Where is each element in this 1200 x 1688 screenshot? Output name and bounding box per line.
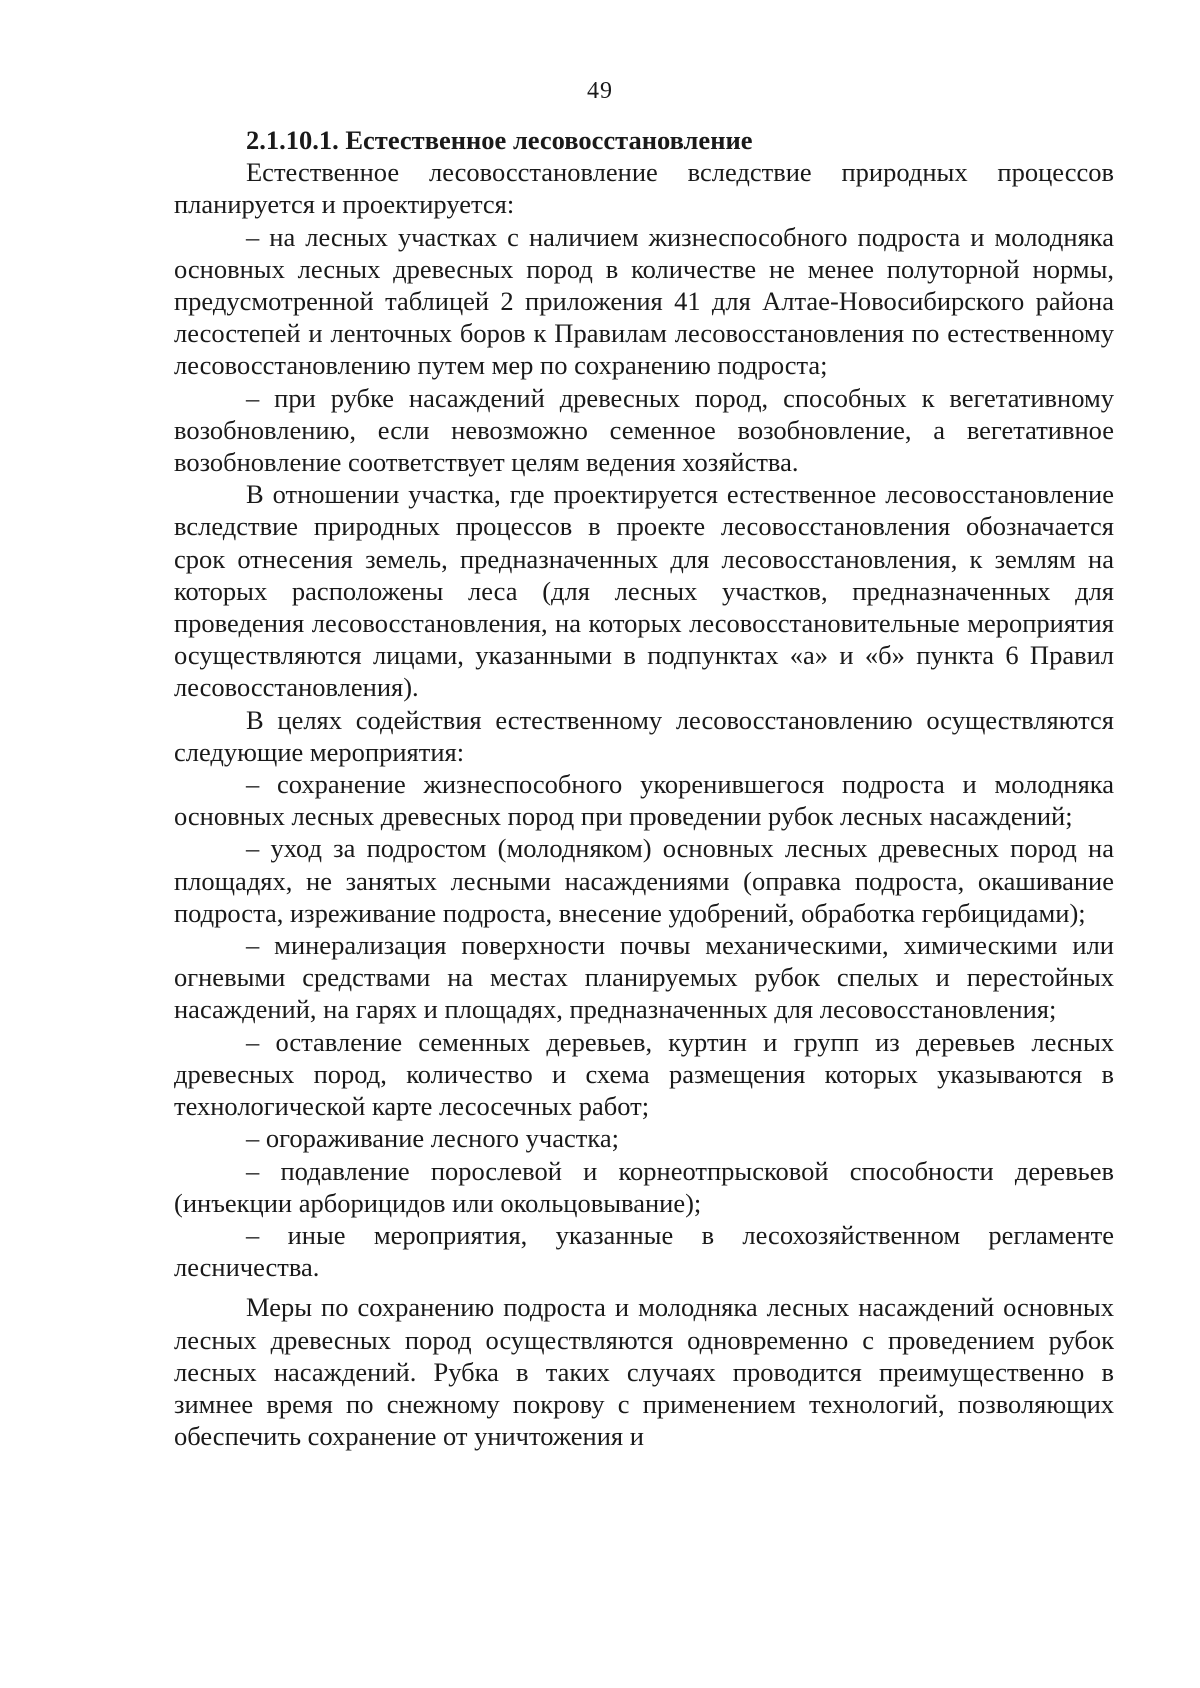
list-item-preservation: – сохранение жизнеспособного укоренившегося подроста и молодняка основных лесных древесных пород при проведении рубок лесных насаждений; [174,769,1114,832]
list-item-other: – иные мероприятия, указанные в лесохозяйственном регламенте лесничества. [174,1219,1114,1283]
paragraph-final: Меры по сохранению подроста и молодняка лесных насаждений основных лесных древесных пород осуществляются одновременно с проведением рубок лесных насаждений. Рубка в таких случаях проводится преимущественно в зимнее время по снежному покрову с применением технологий, позволяющих обеспечить сохранение от уничтожения и [174,1292,1114,1452]
page-number: 49 [587,78,613,104]
document-body [174,124,1114,1452]
section-heading: 2.1.10.1. Естественное лесовосстановление [246,125,753,155]
list-item-seed-trees: – оставление семенных деревьев, куртин и групп из деревьев лесных древесных пород, количество и схема размещения которых указываются в технологической карте лесосечных работ; [174,1026,1114,1122]
list-item-mineralization: – минерализация поверхности почвы механическими, химическими или огневыми средствами на местах планируемых рубок спелых и перестойных насаждений, на гарях и площадях, предназначенных для лесовосстановления; [174,930,1114,1025]
paragraph-land-term: В отношении участка, где проектируется естественное лесовосстановление вследствие природных процессов в проекте лесовосстановления обозначается срок отнесения земель, предназначенных для лесовосстановления, к землям на которых расположены леса (для лесных участков, предназначенных для проведения лесовосстановления, на которых лесовосстановительные мероприятия осуществляются лицами, указанными в подпунктах «а» и «б» пункта 6 Правил лесовосстановления). [174,479,1114,703]
paragraph-intro: Естественное лесовосстановление вследствие природных процессов планируется и проектируется: [174,157,1114,220]
list-item-undergrowth: – на лесных участках с наличием жизнеспособного подроста и молодняка основных лесных древесных пород в количестве не менее полуторной нормы, предусмотренной таблицей 2 приложения 41 для Алтае-Новосибирского района лесостепей и ленточных боров к Правилам лесовосстановления по естественному лесовосстановлению путем мер по сохранению подроста; [174,221,1114,381]
list-item-suppression: – подавление порослевой и корнеотпрысковой способности деревьев (инъекции арборицидов или окольцовывание); [174,1155,1114,1218]
list-item-care: – уход за подростом (молодняком) основных лесных древесных пород на площадях, не занятых лесными насаждениями (оправка подроста, окашивание подроста, изреживание подроста, внесение удобрений, обработка гербицидами); [174,833,1114,928]
list-item-vegetative: – при рубке насаждений древесных пород, способных к вегетативному возобновлению, если невозможно семенное возобновление, а вегетативное возобновление соответствует целям ведения хозяйства. [174,382,1114,478]
paragraph-measures-intro: В целях содействия естественному лесовосстановлению осуществляются следующие мероприятия: [174,704,1114,767]
list-item-fencing: – огораживание лесного участка; [246,1123,619,1154]
